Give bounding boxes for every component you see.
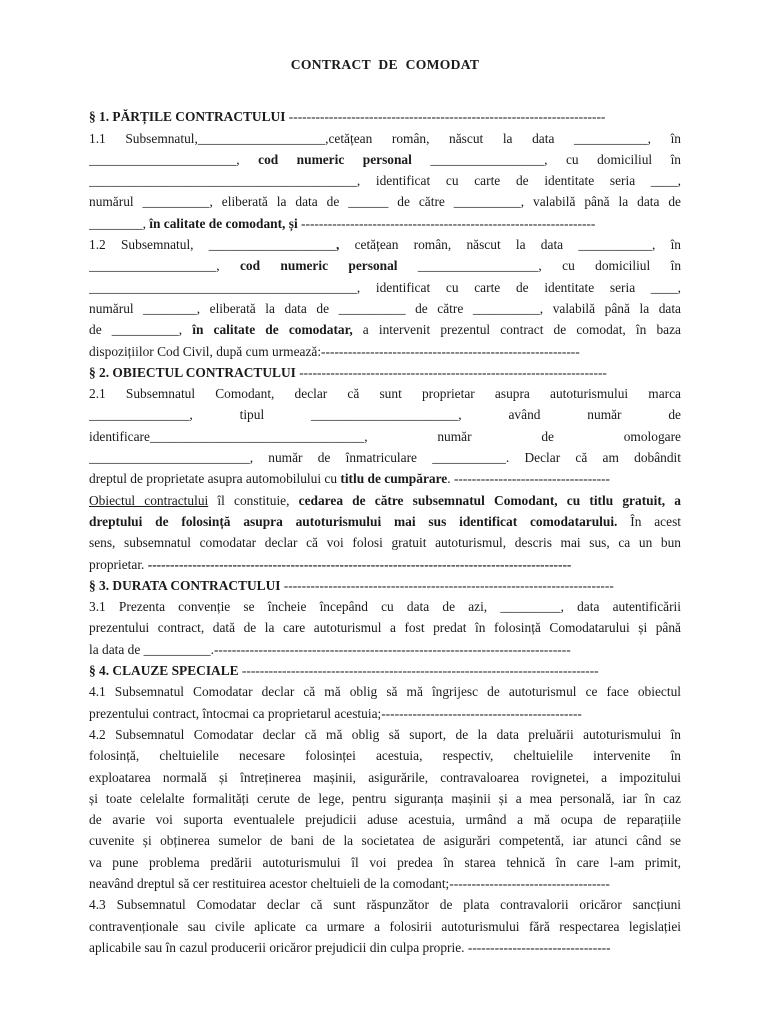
contract-line — [89, 255, 681, 276]
text-segment: 4.2 Subsemnatul Comodatar declar că mă oblig să suport, de la data preluării autoturismului în — [89, 726, 681, 742]
text-segment: cuvenite și obținerea sumelor de bani de la societatea de asigurări competentă, iar atunci când se — [89, 833, 681, 849]
text-segment: a intervenit prezentul contract de comodat, în baza — [352, 322, 681, 338]
text-segment: ________, — [89, 215, 150, 231]
text-segment: prezentului contract, întocmai ca proprietarul acestuia;--------------------------------------------- — [89, 705, 582, 721]
text-segment: 1.1 Subsemnatul, — [89, 130, 198, 146]
text-segment: cetățean român, născut la data ___________, în — [339, 237, 681, 253]
contract-line — [89, 724, 681, 745]
text-segment: și toate celelalte formalități cerute de lege, pentru siguranța mașinii și a mea personală, iar în caz — [89, 790, 681, 806]
contract-line — [89, 341, 681, 362]
text-segment: dreptul de proprietate asupra automobilului cu — [89, 471, 341, 487]
text-segment: 4.1 Subsemnatul Comodatar declar că mă oblig să mă îngrijesc de autoturismul ce face obiectul — [89, 684, 681, 700]
text-segment: ______________________, — [89, 151, 259, 167]
text-segment: de avarie voi suporta eventualele prejudicii aduse acestuia, urmând a mă ocupa de reparațiile — [89, 812, 681, 828]
text-segment: 2.1 Subsemnatul Comodant, declar că sunt proprietar asupra autoturismului marca — [89, 386, 681, 402]
bold-text: , — [335, 237, 340, 253]
underlined-text: Obiectul contractului — [89, 492, 209, 508]
contract-line — [89, 298, 681, 319]
text-segment: 4.3 Subsemnatul Comodatar declar că sunt răspunzător de plata contravalorii oricăror sancțiuni — [89, 897, 681, 913]
bold-text: în calitate de comodatar, — [192, 322, 353, 338]
contract-line — [89, 170, 681, 191]
bold-text: § 1. PĂRȚILE CONTRACTULUI — [89, 109, 286, 125]
text-segment: __________________, cu domiciliul în — [397, 258, 681, 274]
contract-line — [89, 213, 681, 234]
text-segment: 1.2 Subsemnatul, ___________________ — [89, 237, 336, 253]
bold-text: cod numeric personal — [239, 258, 398, 274]
bold-text: titlu de cumpărare — [340, 471, 448, 487]
contract-line — [89, 191, 681, 212]
contract-line — [89, 532, 681, 553]
contract-line — [89, 894, 681, 915]
text-segment: îl constituie, — [208, 492, 299, 508]
contract-line — [89, 234, 681, 255]
text-segment: ___________________ — [197, 130, 326, 146]
text-segment: -------------------------------------------------------------------------- — [280, 577, 614, 593]
bold-text: în calitate de comodant, și — [149, 215, 298, 231]
text-segment: ------------------------------------------------------------------ — [297, 215, 596, 231]
contract-line — [89, 511, 681, 532]
text-segment: -------------------------------------------------------------------------------- — [238, 663, 599, 679]
text-segment: ----------------------------------------------------------------------- — [285, 109, 606, 125]
contract-line — [89, 554, 681, 575]
text-segment: dispozițiilor Cod Civil, după cum urmează:---------------------------------------------------------- — [89, 343, 580, 359]
text-segment: 3.1 Prezenta convenție se încheie începând cu data de azi, _________, data autentificării — [89, 599, 681, 615]
text-segment: identificare________________________________, număr de omologare — [89, 428, 681, 444]
contract-line — [89, 681, 681, 702]
bold-text: § 4. CLAUZE SPECIALE — [89, 663, 239, 679]
text-segment: _________________, cu domiciliul în — [411, 151, 681, 167]
contract-line — [89, 106, 681, 127]
text-segment: de __________, — [89, 322, 193, 338]
text-segment: numărul __________, eliberată la data de ______ de către __________, valabilă până la data de — [89, 194, 681, 210]
contract-line — [89, 617, 681, 638]
text-segment: _______________, tipul ______________________, având număr de — [89, 407, 681, 423]
text-segment: contravenționale sau civile aplicate ca urmare a folosirii autoturismului fără respectarea legislației — [89, 918, 681, 934]
text-segment: ________________________, număr de înmatriculare ___________. Declar că am dobândit — [89, 450, 681, 466]
text-segment: . ----------------------------------- — [447, 471, 611, 487]
contract-line — [89, 596, 681, 617]
text-segment: la data de __________.-------------------------------------------------------------------------------- — [89, 641, 571, 657]
contract-line — [89, 937, 681, 958]
contract-line — [89, 660, 681, 681]
bold-text: ----------------------------------------------------------------------------------------------- — [147, 556, 572, 572]
contract-line — [89, 852, 681, 873]
contract-line — [89, 575, 681, 596]
text-segment: numărul ________, eliberată la data de __________ de către __________, valabilă până la data — [89, 300, 681, 316]
contract-line — [89, 447, 681, 468]
text-segment: proprietar. — [89, 556, 148, 572]
text-segment: folosință, cheltuielile necesare folosinței acestuia, respectiv, cheltuielile intervenite în — [89, 748, 681, 764]
contract-body — [89, 106, 681, 958]
text-segment: ________________________________________, identificat cu carte de identitate seria ____, — [89, 279, 681, 295]
text-segment: sens, subsemnatul comodatar declar că voi folosi gratuit autoturismul, descris mai sus, ca un bun — [89, 535, 681, 551]
text-segment: --------------------------------------------------------------------- — [295, 364, 607, 380]
text-segment: În acest — [617, 513, 681, 529]
text-segment: exploatarea normală și întreținerea mașinii, asigurările, contravaloarea rovignetei, a impozitului — [89, 769, 681, 785]
contract-line — [89, 873, 681, 894]
bold-text: cod numeric personal — [258, 151, 412, 167]
text-segment: prezentului contract, dată de la care autoturismul a fost predat în folosință Comodatarului și până — [89, 620, 681, 636]
contract-line — [89, 788, 681, 809]
text-segment: ________________________________________, identificat cu carte de identitate seria ____, — [89, 173, 681, 189]
contract-line — [89, 426, 681, 447]
text-segment: neavând dreptul să cer restituirea acestor cheltuieli de la comodant;------------------------------------ — [89, 875, 610, 891]
contract-line — [89, 149, 681, 170]
contract-line — [89, 830, 681, 851]
contract-line — [89, 745, 681, 766]
contract-line — [89, 277, 681, 298]
text-segment: ___________________, — [89, 258, 240, 274]
contract-line — [89, 319, 681, 340]
contract-line — [89, 767, 681, 788]
text-segment: ,cetățean român, născut la data ___________, în — [325, 130, 681, 146]
bold-text: dreptului de folosință asupra autoturismului mai sus identificat comodatarului. — [89, 513, 618, 529]
bold-text: § 2. OBIECTUL CONTRACTULUI — [89, 364, 296, 380]
contract-line — [89, 490, 681, 511]
contract-line — [89, 639, 681, 660]
contract-line — [89, 362, 681, 383]
text-segment: aplicabile sau în cazul producerii oricăror prejudicii din culpa proprie. -------------------------------- — [89, 939, 611, 955]
contract-line — [89, 916, 681, 937]
document-page — [89, 54, 681, 958]
document-title: CONTRACT DE COMODAT — [290, 57, 480, 72]
contract-line — [89, 404, 681, 425]
contract-line — [89, 809, 681, 830]
contract-line — [89, 703, 681, 724]
bold-text: cedarea de către subsemnatul Comodant, cu titlu gratuit, a — [298, 492, 681, 508]
contract-line — [89, 383, 681, 404]
contract-line — [89, 128, 681, 149]
contract-line — [89, 468, 681, 489]
bold-text: § 3. DURATA CONTRACTULUI — [89, 577, 281, 593]
text-segment: va pune problema predării autoturismului îl voi predea în starea tehnică în care l-am primit, — [89, 854, 681, 870]
